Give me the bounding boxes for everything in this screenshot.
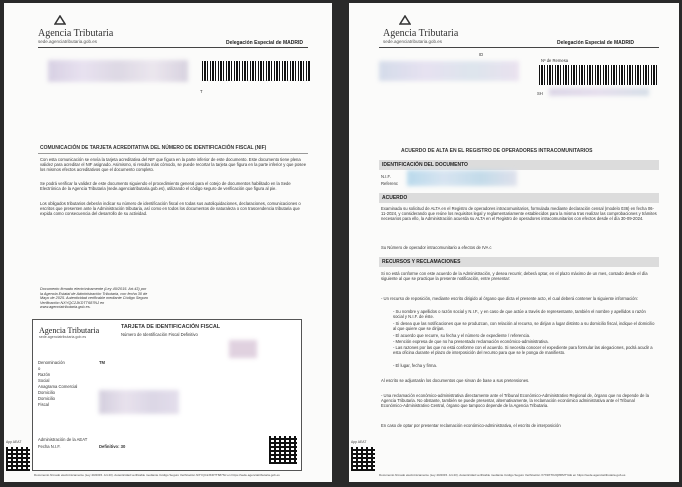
acuerdo-text: Examinada su solicitud de ALTA en el Registro de operadores intracomunitarios, formulada mediante declaración censal (modelo 036) en fecha 06-11-2024, y considerando que reúne los requisitos legal y reglamentariamente establecidos para la misma tras realizar las comprobaciones y trámites necesarios para ello, la Administración acuerda su ALTA en el Registro de operadores intracomunitarios con efectos desde el día 30-09-2024. <box>381 206 657 222</box>
card-anagrama-label: Anagrama Comercial <box>38 384 78 389</box>
card-domicilio-fiscal-label: Domicilio <box>38 396 55 401</box>
aeat-logo <box>383 17 458 44</box>
barcode <box>202 61 310 81</box>
recurso-reposicion: - Un recurso de reposición, mediante escrito dirigido al órgano que dicta el presente acto, el cual deberá contener la siguiente información: <box>381 296 638 301</box>
card-subtitle: Número de Identificación Fiscal Definitivo <box>121 332 198 337</box>
sh-label: SH <box>537 91 543 96</box>
logo-name: Agencia Tributaria <box>383 28 459 39</box>
delegation-header: Delegación Especial de MADRID <box>557 40 634 46</box>
document-page-roi <box>349 3 679 482</box>
aeat-emblem-icon <box>54 15 66 25</box>
card-razon-label: Razón <box>38 372 51 377</box>
adjuntar-text: Al escrito se adjuntarán los documentos que sirvan de base a sus pretensiones. <box>381 378 530 383</box>
section-recursos: RECURSOS Y RECLAMACIONES <box>379 257 659 267</box>
bullet-5: - Las razones por las que no está conforme con el acuerdo. Si necesita conocer el expediente para formular las alegaciones, podrá acudir a esta oficina durante el plazo de interposición del recurso para que se le ponga de manifiesto. <box>393 345 653 356</box>
fiscal-id-card <box>32 319 302 471</box>
app-label: App AEAT <box>6 440 22 444</box>
card-denominacion-value: TM <box>99 360 106 365</box>
card-fecha-label: Fecha N.I.F. <box>38 444 61 449</box>
redacted-nif <box>407 170 517 186</box>
bullet-6: - El lugar, fecha y firma. <box>393 363 437 368</box>
paragraph-3: Los obligados tributarios deberán indicar su número de identificación fiscal en todas sus autoliquidaciones, declaraciones, comunicaciones o escritos que presenten ante la Administración tributaria, así como en todos los documentos de naturaleza o con trascendencia tributaria que expida como consecuencia del desarrollo de su actividad. <box>40 201 301 217</box>
nif-label: N.I.F. <box>381 174 391 179</box>
aeat-logo <box>38 17 113 44</box>
logo-url: sede.agenciatributaria.gob.es <box>383 39 443 44</box>
redacted-address <box>48 60 188 82</box>
header-divider <box>379 47 659 48</box>
id-label: ID <box>479 52 484 57</box>
card-denominacion-label: Denominación <box>38 360 65 365</box>
redacted-sh <box>549 88 649 96</box>
aeat-emblem-icon <box>399 15 411 25</box>
page-footer: Documento firmado electrónicamente (Ley 40/2015. Art.43). Autenticidad verificable mediante Código Seguro Verificación NXYQC2JKDTT687NJ en https://sede.agenciatributaria.gob.es <box>34 473 280 477</box>
document-title: ACUERDO DE ALTA EN EL REGISTRO DE OPERADORES INTRACOMUNITARIOS <box>401 148 593 154</box>
card-domicilio-label: Domicilio <box>38 390 55 395</box>
bullet-1: - Su nombre y apellidos o razón social y N.I.F., y en caso de que actúe a través de representante, también el nombre y apellidos o razón social y N.I.F. de éste. <box>393 309 646 320</box>
card-logo-url: sede.agenciatributaria.gob.es <box>39 335 87 339</box>
title-divider <box>38 153 308 154</box>
signature-notice: Documento firmado electrónicamente (Ley 40/2015. Art.43) por la Agencia Estatal de Administración Tributaria, con fecha 30 de Mayo de 2025. Autenticidad verificable mediante Código Seguro Verificación NXYQC2JKDTT687NJ en www.agenciatributaria.gob.es. <box>40 287 149 310</box>
card-logo-name: Agencia Tributaria <box>39 326 100 335</box>
logo-name: Agencia Tributaria <box>38 28 114 39</box>
app-qr-code <box>6 447 30 471</box>
header-divider <box>38 47 308 48</box>
document-title: COMUNICACIÓN DE TARJETA ACREDITATIVA DEL NÚMERO DE IDENTIFICACIÓN FISCAL (NIF) <box>40 145 267 151</box>
card-fiscal-label: Fiscal <box>38 402 49 407</box>
card-social-label: Social <box>38 378 50 383</box>
redacted-domicilio <box>99 390 179 414</box>
optar-text: En caso de optar por presentar reclamación económico-administrativa, el escrito de interposición <box>381 423 561 428</box>
page-footer: Documento firmado electrónicamente (Ley 40/2015. Art.43). Autenticidad verificable mediante Código Seguro Verificación X7X9XTK2Q8RM7YAE en https://sede.agenciatributaria.gob.es <box>379 473 626 477</box>
barcode <box>539 65 657 85</box>
app-qr-code <box>351 447 375 471</box>
bullet-4: - Mención expresa de que no ha presentado reclamación económico-administrativa. <box>393 339 549 344</box>
referencia-label: Referenc <box>381 181 398 186</box>
numero-iva: Su Número de operador intracomunitario a efectos de IVA c <box>381 245 492 250</box>
redacted-address <box>379 61 519 81</box>
logo-url: sede.agenciatributaria.gob.es <box>38 39 98 44</box>
card-logo <box>39 326 99 339</box>
recursos-intro: Si no está conforme con este acuerdo de la Administración, y desea recurrir, deberá optar, en el plazo máximo de un mes, contado desde el día siguiente al que se practique la presente notificación, entre presentar: <box>381 271 648 282</box>
remesa-label: Nº de Remesa <box>541 58 569 63</box>
reclamacion-text: - Una reclamación económico-administrativa directamente ante el Tribunal Económico-Administrativo Regional de, órgano que no depende de la Agencia Tributaria. No obstante, también se puede presentar, alternativamente, la reclamación económico administrativa ante el Tribunal Económico-Administrativo Central, órgano que tampoco depende de la Agencia Tributaria. <box>381 393 649 409</box>
redacted-nif <box>229 340 257 358</box>
card-definitivo: Definitivo: 30 <box>99 444 126 449</box>
bullet-2: - Si desea que las notificaciones que se produzcan, con relación al recurso, se dirijan a lugar distinto a su domicilio fiscal, indique el domicilio al que quiere que se dirijan. <box>393 321 655 332</box>
card-o-label: o <box>38 366 41 371</box>
app-label: App AEAT <box>351 440 367 444</box>
barcode-letter: T <box>200 89 203 94</box>
card-qr-code <box>269 436 297 464</box>
card-title: TARJETA DE IDENTIFICACIÓN FISCAL <box>121 324 221 330</box>
bullet-3: - El acuerdo que recurre, su fecha y el número de expediente / referencia. <box>393 333 531 338</box>
document-page-nif <box>4 3 332 482</box>
section-identificacion: IDENTIFICACIÓN DEL DOCUMENTO <box>379 160 659 170</box>
delegation-header: Delegación Especial de MADRID <box>226 40 303 46</box>
paragraph-1: Con esta comunicación se envía la tarjeta acreditativa del NIF que figura en la parte inferior de este documento. Este documento tiene plena validez para acreditar el NIF asignado. Asimismo, si resulta más cómodo, se puede recortar la tarjeta que figura en la parte inferior y que posee los mismos efectos acreditativos que el documento completo. <box>40 157 307 173</box>
section-acuerdo: ACUERDO <box>379 193 659 203</box>
paragraph-2: Se podrá verificar la validez de este documento siguiendo el procedimiento general para el cotejo de documentos habilitado en la Sede Electrónica de la Agencia Tributaria (sede.agenciatributaria.gob.es), utilizando el código seguro de verificación que figura al pie. <box>40 181 291 192</box>
card-admin-label: Administración de la AEAT <box>38 437 88 442</box>
